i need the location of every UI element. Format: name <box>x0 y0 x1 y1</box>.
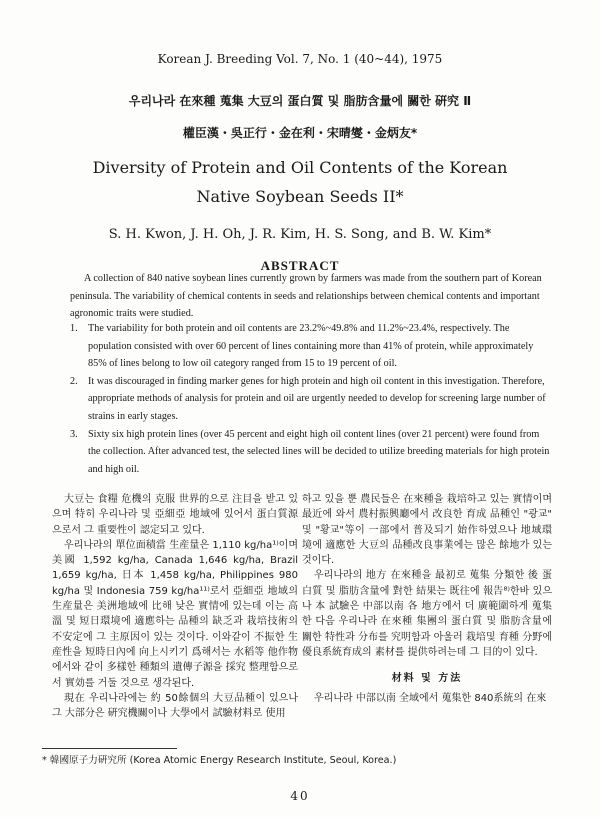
footnote: * 韓國原子力硏究所 (Korea Atomic Energy Research Institute, Seoul, Korea.) <box>42 755 397 766</box>
page-number: 40 <box>290 789 310 803</box>
abstract-item <box>70 373 550 426</box>
abstract-item-text: Sixty six high protein lines (over 45 percent and eight high oil content lines (over 21 percent) were found from the collection. After advanced test, the selected lines will be decided to utilize breeding materials for high protein and high oil. <box>88 428 550 475</box>
abstract-item-text: The variability for both protein and oil contents are 23.2%~49.8% and 11.2%~23.4%, respectively. The population consisted with over 60 percent of lines containing more than 41% of protein, while approximately 85% of lines belong to low oil category ranged from 15 to 19 percent of oil. <box>88 323 534 370</box>
body-paragraph: 우리나라의 單位面積當 生産量은 1,110 kg/ha¹⁾이며 美國 1,592 kg/ha, Canada 1,646 kg/ha, Brazil 1,659 kg/ha, 日本 1,458 kg/ha, Philippines 980 kg/ha 및 Indonesia 759 kg/ha¹¹⁾로서 亞細亞 地域의 生産量은 美洲地域에 比해 낮은 實情에 있는데 이는 高溫 및 短日環境에 適應하는 品種의 缺乏과 栽培技術의 不安定에 그 主原因이 있는 것이다. 이와같이 不振한 生産性을 短時日內에 向上시키기 爲해서는 水稻等 他作物에서와 같이 多樣한 種類의 遺傳子源을 採究 整理함으로서 實効를 거둘 것으로 생각된다. <box>52 539 298 689</box>
abstract-item <box>70 426 550 479</box>
body-paragraph: 大豆는 食糧 危機의 克服 世界的으로 注目을 받고 있으며 特히 우리나라 및 亞細亞 地域에 있어서 蛋白質源으로서 그 重要性이 認定되고 있다. <box>52 494 298 536</box>
abstract-item-number: 2. <box>70 375 78 387</box>
body-paragraph: 하고 있을 뿐 農民들은 在來種을 栽培하고 있는 實情이며 最近에 와서 農村振興廳에서 改良한 育成 品種인 "광교" 및 "황교"等이 一部에서 普及되기 始作하였으나 地域環境에 適應한 大豆의 品種改良事業에는 많은 餘地가 있는 것이다. <box>302 494 552 567</box>
footnote-rule <box>42 748 177 749</box>
body-paragraph: 現在 우리나라에는 約 50餘個의 大豆品種이 있으나 그 大部分은 硏究機關이나 大學에서 試驗材料로 使用 <box>52 692 298 720</box>
english-title-line2: Native Soybean Seeds II* <box>196 187 404 206</box>
english-title-line1: Diversity of Protein and Oil Contents of the Korean <box>92 158 508 177</box>
abstract-item-number: 1. <box>70 323 78 334</box>
english-authors: S. H. Kwon, J. H. Oh, J. R. Kim, H. S. Song, and B. W. Kim* <box>108 227 492 242</box>
abstract-intro: A collection of 840 native soybean lines currently grown by farmers was made from the southern part of Korean peninsula. The variability of chemical contents in seeds and relationships between chemical contents and important agronomic traits were studied. <box>70 273 542 320</box>
methods-heading: 材料 및 方法 <box>391 673 463 685</box>
journal-header: Korean J. Breeding Vol. 7, No. 1 (40~44), 1975 <box>157 52 443 66</box>
korean-title: 우리나라 在來種 蒐集 大豆의 蛋白質 및 脂肪含量에 關한 硏究 Ⅱ <box>128 94 472 108</box>
abstract-list <box>70 320 550 478</box>
body-paragraph: 우리나라의 地方 在來種을 最初로 蒐集 分類한 後 蛋白質 및 脂肪含量에 對한 結果는 既往에 報告⁸⁾한바 있으나 本 試驗은 中部以南 各 地方에서 더 廣範圍하게 蒐集한 다음 우리나라 在來種 集團의 蛋白質 및 脂肪含量에 關한 特性과 分布를 究明함과 아울러 栽培및 育種 分野에 優良系統育成의 素材를 提供하려는데 그 目的이 있다. <box>302 570 552 658</box>
abstract-item-text: It was discouraged in finding marker genes for high protein and high oil content in this investigation. Therefore, appropriate methods of analysis for protein and oil are urgently needed to develop for screening large number of strains in early stages. <box>88 375 546 422</box>
abstract-heading: ABSTRACT <box>260 258 340 273</box>
abstract-item-number: 3. <box>70 428 78 440</box>
abstract-item <box>70 320 550 373</box>
korean-authors: 權臣漢・吳正行・金在利・宋晴燮・金炳友* <box>182 126 418 140</box>
body-column-left <box>52 492 298 721</box>
body-column-right <box>302 492 552 706</box>
body-paragraph: 우리나라 中部以南 全域에서 蒐集한 840系統의 在來 <box>314 692 547 704</box>
